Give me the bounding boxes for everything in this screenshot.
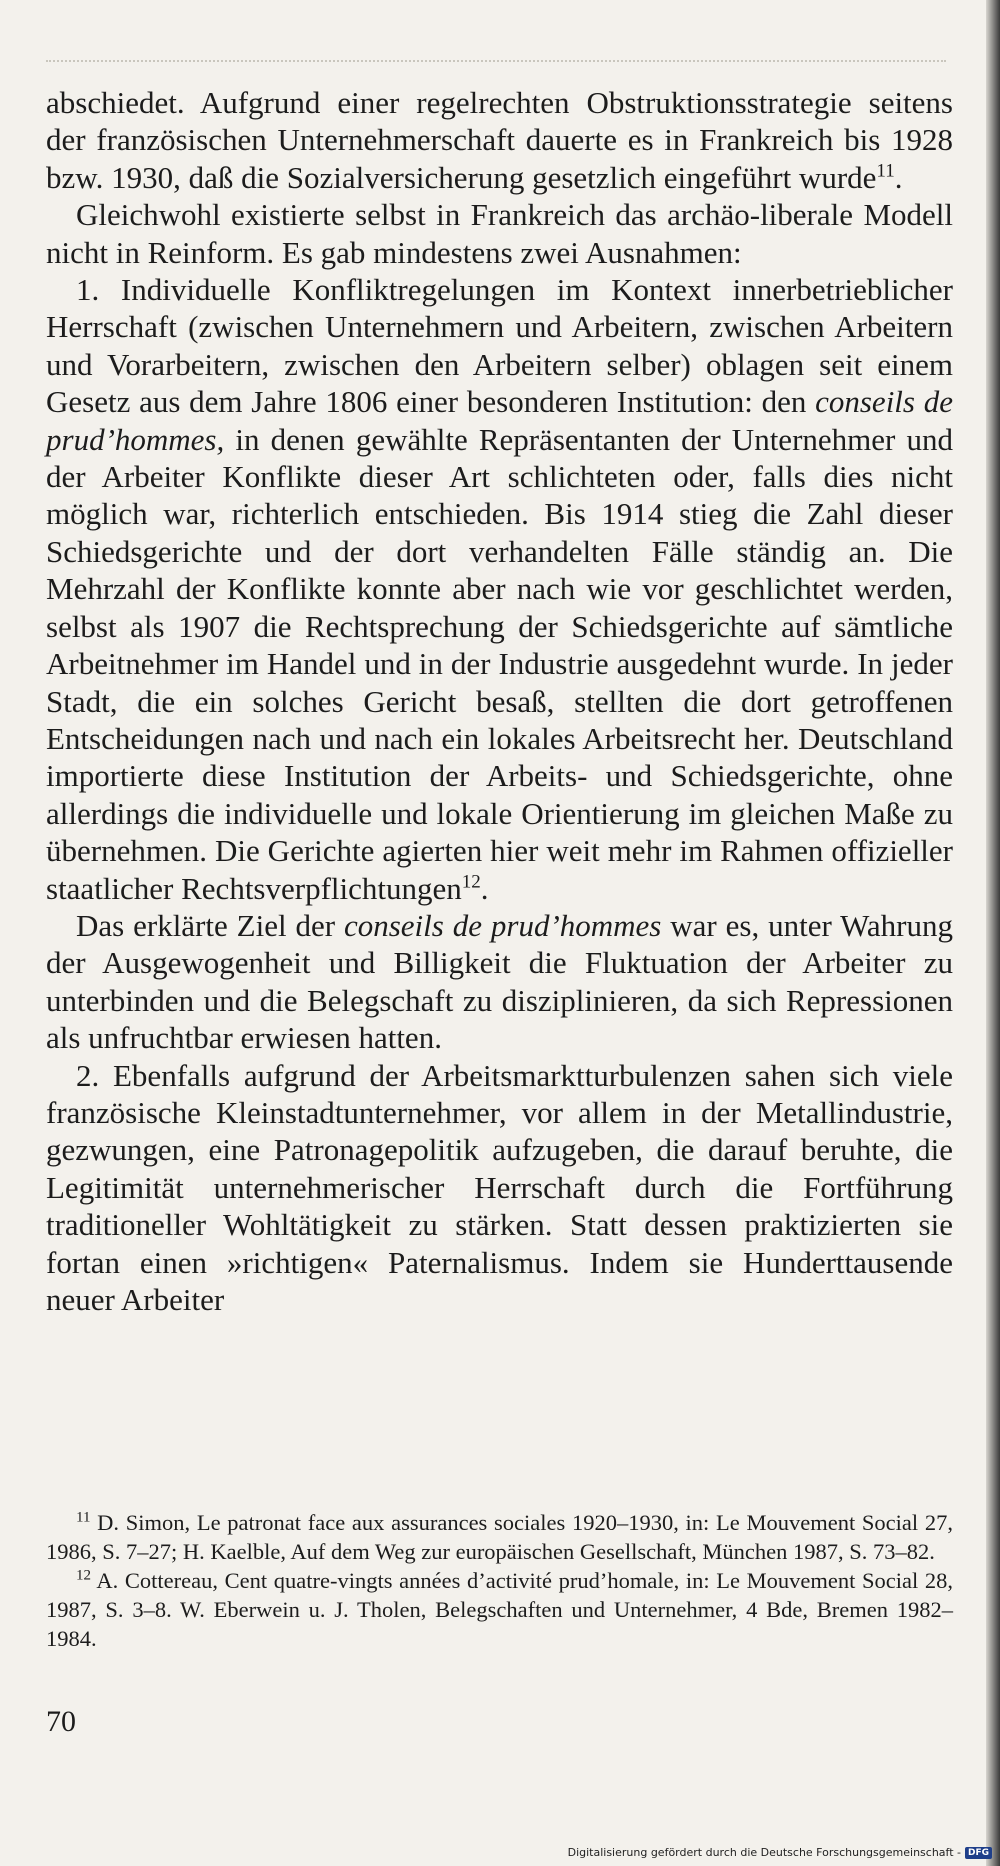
paragraph-1	[46, 84, 953, 196]
top-dotted-rule	[46, 60, 946, 62]
footnote-12	[46, 1566, 953, 1653]
paragraph-4-text-b: war es, unter Wahrung der Ausgewogenheit und Billigkeit die Fluktuation der Arbeiter zu unterbinden und die Belegschaft zu disziplinieren, da sich Repressionen als unfruchtbar erwiesen hatten.	[46, 907, 953, 1056]
paragraph-4-text-a: Das erklärte Ziel der	[76, 907, 344, 943]
footnote-ref-12[interactable]: 12	[461, 871, 481, 893]
paragraph-3-text-a: 1. Individuelle Konfliktregelungen im Kontext innerbetrieblicher Herrschaft (zwischen Unternehmern und Arbeitern, zwischen Arbeitern und Vorarbeitern, zwischen den Arbeitern selber) oblagen seit einem Gesetz aus dem Jahre 1806 einer besonderen Institution: den	[46, 272, 953, 420]
footnotes	[46, 1508, 953, 1653]
main-text	[46, 84, 953, 1318]
dfg-logo[interactable]: DFG	[965, 1847, 992, 1859]
digitization-footer	[568, 1846, 992, 1859]
footnote-11-number: 11	[76, 1509, 91, 1526]
footnote-11	[46, 1508, 953, 1566]
footnote-ref-11[interactable]: 11	[876, 160, 895, 182]
paragraph-3	[46, 271, 953, 907]
paragraph-5: 2. Ebenfalls aufgrund der Arbeitsmarktturbulenzen sahen sich viele französische Kleinstadtunternehmer, vor allem in der Metallindustrie, gezwungen, eine Patronagepolitik aufzugeben, die darauf beruhte, die Legitimität unternehmerischer Herrschaft durch die Fortführung traditioneller Wohltätigkeit zu stärken. Statt dessen praktizierten sie fortan einen »richtigen« Paternalismus. Indem sie Hunderttausende neuer Arbeiter	[46, 1057, 953, 1317]
paragraph-3-text-b: in denen gewählte Repräsentanten der Unternehmer und der Arbeiter Konflikte dieser Art schlichteten oder, falls dies nicht möglich war, richterlich entschieden. Bis 1914 stieg die Zahl dieser Schiedsgerichte und der dort verhandelten Fälle ständig an. Die Mehrzahl der Konflikte konnte aber nach wie vor geschlichtet werden, selbst als 1907 die Rechtsprechung der Schiedsgerichte auf sämtliche Arbeitnehmer im Handel und in der Industrie ausgedehnt wurde. In jeder Stadt, die ein solches Gericht besaß, stellten die dort getroffenen Entscheidungen nach und nach ein lokales Arbeitsrecht her. Deutschland importierte diese Institution der Arbeits- und Schiedsgerichte, ohne allerdings die individuelle und lokale Orientierung im gleichen Maße zu übernehmen. Die Gerichte agierten hier weit mehr im Rahmen offizieller staatlicher Rechtsverpflichtungen	[46, 421, 953, 906]
paragraph-4-emphasis: conseils de prud’hommes	[343, 907, 662, 943]
page-edge-shadow	[986, 0, 1000, 1866]
paragraph-1-tail: .	[894, 159, 903, 195]
paragraph-3-emphasis: conseils de prud’hommes,	[46, 384, 953, 457]
footer-text: Digitalisierung gefördert durch die Deutsche Forschungsgemeinschaft -	[567, 1846, 961, 1859]
footnote-11-text: D. Simon, Le patronat face aux assurances sociales 1920–1930, in: Le Mouvement Social 27, 1986, S. 7–27; H. Kaelble, Auf dem Weg zur europäischen Gesellschaft, München 1987, S. 73–82.	[46, 1510, 953, 1564]
paragraph-4	[46, 907, 953, 1057]
footnote-12-text: A. Cottereau, Cent quatre-vingts années d’activité prud’homale, in: Le Mouvement Social 28, 1987, S. 3–8. W. Eberwein u. J. Tholen, Belegschaften und Unternehmer, 4 Bde, Bremen 1982–1984.	[46, 1568, 953, 1651]
paragraph-2: Gleichwohl existierte selbst in Frankreich das archäo-liberale Modell nicht in Reinform. Es gab mindestens zwei Ausnahmen:	[46, 197, 953, 270]
paragraph-3-tail: .	[480, 870, 489, 906]
paragraph-1-text: abschiedet. Aufgrund einer regelrechten Obstruktionsstrategie seitens der französischen Unternehmerschaft dauerte es in Frankreich bis 1928 bzw. 1930, daß die Sozialversicherung gesetzlich eingeführt wurde	[46, 85, 953, 195]
page-number: 70	[46, 1705, 76, 1738]
footnote-12-number: 12	[76, 1567, 91, 1584]
